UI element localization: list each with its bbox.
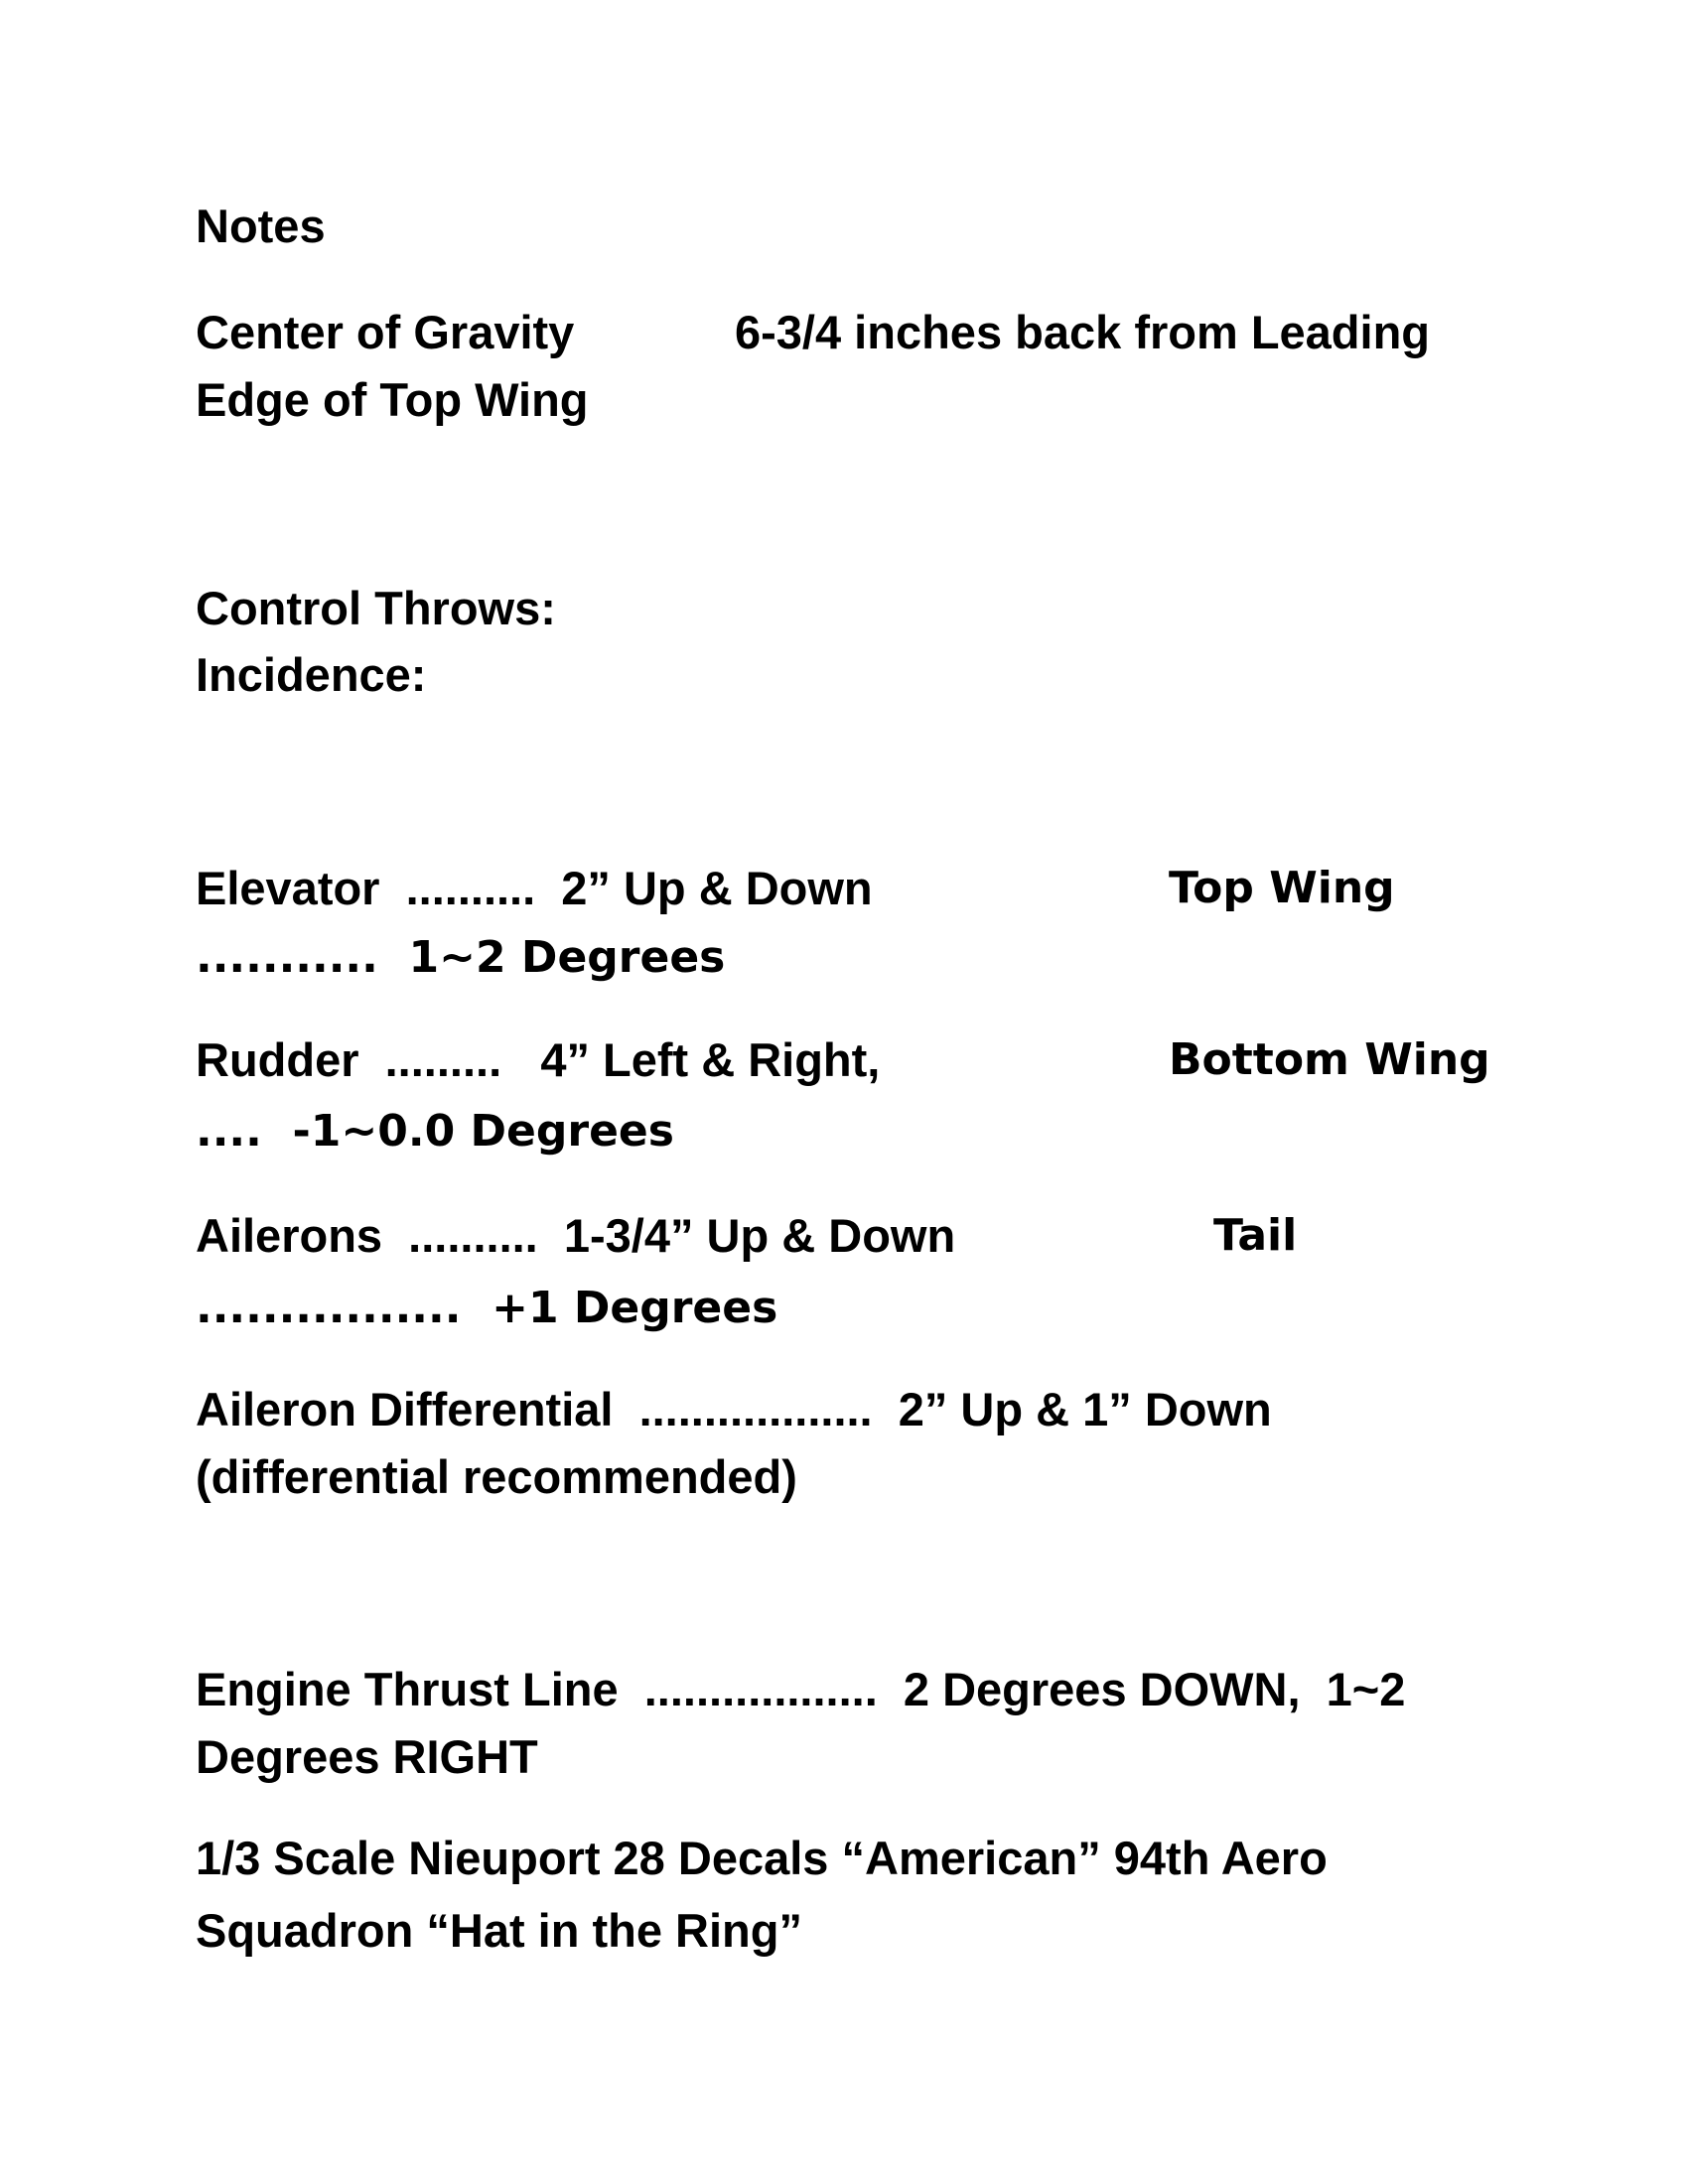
rudder-incidence-value: .... -1~0.0 Degrees — [196, 1106, 674, 1157]
ailerons-row — [0, 1201, 1688, 1271]
ailerons-incidence-surface: Tail — [1213, 1210, 1298, 1261]
elevator-throw: Elevator .......... 2” Up & Down — [196, 862, 873, 914]
elevator-incidence-surface: Top Wing — [1169, 863, 1395, 913]
ailerons-incidence-value: ................ +1 Degrees — [196, 1283, 778, 1333]
aileron-differential-throw: Aileron Differential .................. 2” Up & 1” Down — [196, 1383, 1272, 1435]
decals-text-1: 1/3 Scale Nieuport 28 Decals “American” 94th Aero — [196, 1832, 1328, 1884]
engine-thrust-line-1 — [0, 1655, 1688, 1724]
ailerons-throw: Ailerons .......... 1-3/4” Up & Down — [196, 1209, 956, 1262]
aileron-differential-note: (differential recommended) — [196, 1450, 797, 1503]
cog-label: Center of Gravity — [196, 306, 575, 358]
control-throws-header-line — [0, 574, 1688, 643]
cog-value: 6-3/4 inches back from Leading — [735, 306, 1430, 358]
control-throws-header: Control Throws: — [196, 582, 556, 634]
engine-thrust-text-2: Degrees RIGHT — [196, 1730, 538, 1783]
decals-line-2 — [0, 1896, 1688, 1966]
rudder-row — [0, 1025, 1688, 1095]
rudder-incidence-surface: Bottom Wing — [1169, 1034, 1490, 1085]
ailerons-row-wrap — [0, 1274, 1688, 1343]
notes-heading: Notes — [196, 200, 326, 252]
rudder-row-wrap — [0, 1097, 1688, 1166]
notes-heading-line — [0, 192, 1688, 261]
cog-value-continued: Edge of Top Wing — [196, 373, 589, 426]
decals-line-1 — [0, 1824, 1688, 1893]
center-of-gravity-line — [0, 298, 1688, 367]
elevator-incidence-value: ........... 1~2 Degrees — [196, 932, 726, 983]
center-of-gravity-continued-line — [0, 365, 1688, 435]
elevator-row-wrap — [0, 923, 1688, 993]
engine-thrust-line-2 — [0, 1722, 1688, 1792]
elevator-row — [0, 854, 1688, 923]
aileron-differential-row — [0, 1375, 1688, 1444]
rudder-throw: Rudder ......... 4” Left & Right, — [196, 1033, 881, 1086]
incidence-header-line — [0, 640, 1688, 710]
engine-thrust-text-1: Engine Thrust Line .................. 2 Degrees DOWN, 1~2 — [196, 1663, 1406, 1715]
incidence-header: Incidence: — [196, 648, 427, 701]
decals-text-2: Squadron “Hat in the Ring” — [196, 1904, 802, 1957]
aileron-differential-note-line — [0, 1442, 1688, 1512]
